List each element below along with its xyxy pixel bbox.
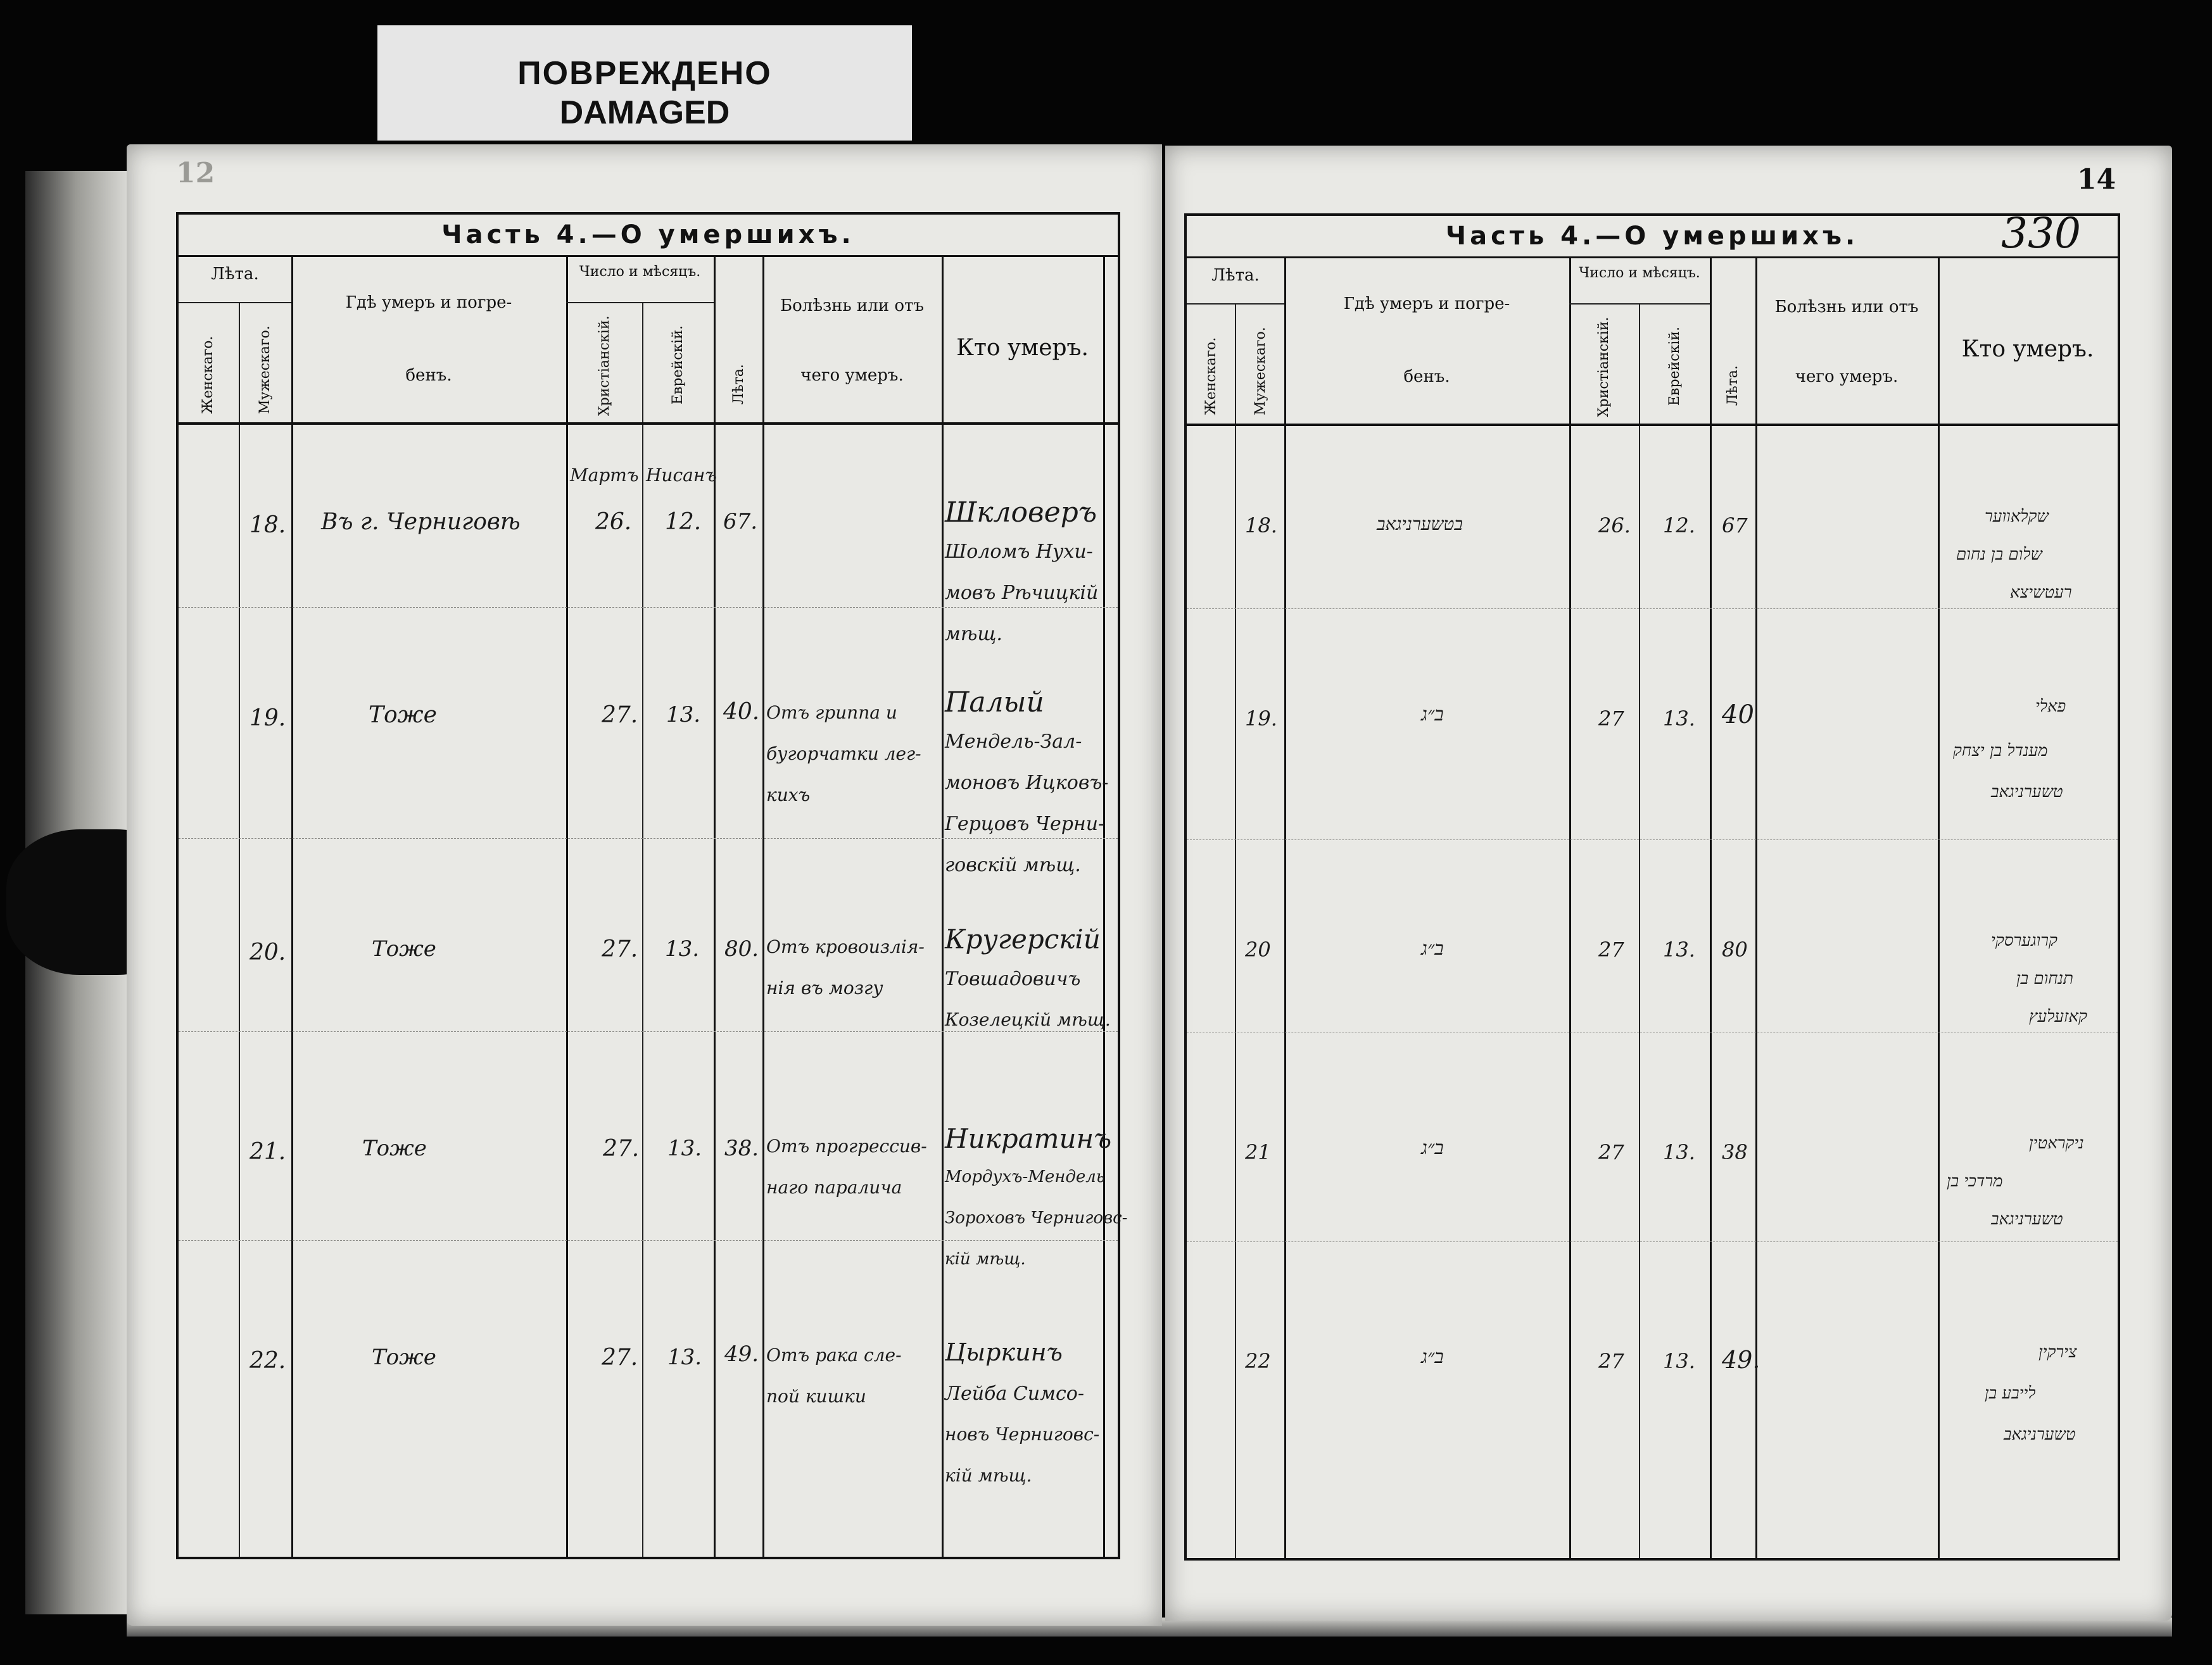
row-19-number: 19.: [250, 705, 286, 731]
row-20-number: 20: [1245, 938, 1271, 962]
row-22-day-jewish: 13.: [667, 1345, 702, 1370]
row-22-who-line3: טשערניגאב: [2004, 1425, 2076, 1444]
row-22-who-line2: Лейба Симсо-: [945, 1383, 1084, 1405]
header-cause-2: чего умеръ.: [800, 366, 904, 385]
row-19-age: 40.: [723, 699, 760, 725]
header-female: Женскаго.: [1203, 337, 1219, 415]
header-date: Число и мѣсяцъ.: [1579, 265, 1700, 281]
row-22-place: ב״ג: [1421, 1346, 1444, 1368]
row-18-who-line4: мѣщ.: [945, 623, 1002, 645]
row-21-cause-line1: Отъ прогрессив-: [766, 1136, 927, 1157]
header-jewish: Еврейскій.: [1667, 327, 1683, 406]
row-20-place: Тоже: [372, 936, 436, 962]
row-19-age: 40: [1722, 700, 1754, 729]
header-cause: Болѣзнь или отъ: [780, 296, 924, 315]
row-21-day-christian: 27.: [603, 1136, 640, 1162]
row-18-day-jewish: 12.: [665, 509, 702, 535]
header-where: Гдѣ умеръ и погре-: [1343, 294, 1510, 313]
row-22-day-jewish: 13.: [1663, 1349, 1695, 1373]
row-22-day-christian: 27: [1598, 1349, 1624, 1373]
row-18-who-surname: Шкловеръ: [945, 496, 1097, 529]
row-20-who-surname: Кругерскій: [945, 924, 1101, 955]
row-22-who-surname: Цыркинъ: [945, 1338, 1063, 1366]
row-21-day-christian: 27: [1598, 1140, 1624, 1164]
row-19-who-line3: טשערניגאב: [1991, 782, 2063, 801]
right-section-title: Часть 4.—О умершихъ.: [1187, 216, 2118, 258]
row-19-cause-line1: Отъ гриппа и: [766, 702, 897, 723]
stamp-line-english: DAMAGED: [559, 94, 730, 131]
right-page: [1165, 146, 2172, 1621]
header-who: Кто умеръ.: [956, 335, 1089, 361]
stamp-line-russian: ПОВРЕЖДЕНО: [517, 55, 772, 92]
row-21-place: Тоже: [362, 1136, 427, 1161]
row-20-age: 80: [1722, 938, 1748, 962]
row-21-number: 21.: [250, 1139, 286, 1165]
left-register-table: [176, 212, 1128, 1559]
row-21-age: 38.: [724, 1136, 759, 1161]
row-18-day-christian: 26.: [1598, 513, 1631, 537]
header-male: Мужескаго.: [1253, 327, 1268, 415]
row-21-who-line2: מרדכי בן: [1947, 1172, 2003, 1191]
row-19-number: 19.: [1245, 707, 1277, 731]
row-20-who-line2: Товшадовичъ: [945, 968, 1081, 990]
row-20-place: ב״ג: [1421, 938, 1444, 960]
row-18-number: 18.: [250, 512, 286, 538]
row-19-day-jewish: 13.: [1663, 707, 1695, 731]
row-20-number: 20.: [250, 939, 286, 965]
row-22-number: 22: [1245, 1349, 1271, 1373]
row-22-age: 49.: [724, 1341, 759, 1367]
row-20-cause-line2: нія въ мозгу: [766, 977, 883, 998]
row-20-day-christian: 27.: [602, 936, 638, 962]
row-19-place: Тоже: [369, 702, 437, 728]
row-19-who-line5: говскій мѣщ.: [945, 854, 1081, 876]
month-christian: Мартъ: [570, 465, 639, 486]
header-female: Женскаго.: [200, 336, 216, 414]
row-21-day-jewish: 13.: [667, 1136, 702, 1161]
row-19-day-christian: 27: [1598, 707, 1624, 731]
header-years: Лѣта.: [211, 265, 259, 284]
header-cause: Болѣзнь или отъ: [1774, 298, 1919, 317]
header-where: Гдѣ умеръ и погре-: [345, 293, 512, 312]
left-section-title: Часть 4.—О умершихъ.: [179, 215, 1118, 257]
row-18-place: Въ г. Черниговѣ: [321, 509, 521, 535]
row-21-who-line3: Зороховъ Черниговс-: [945, 1209, 1128, 1228]
row-22-place: Тоже: [372, 1345, 436, 1370]
damaged-stamp: [377, 25, 912, 141]
row-22-who-line2: לייבע בן: [1985, 1384, 2036, 1403]
row-21-cause-line2: наго паралича: [766, 1177, 902, 1198]
row-20-who-line1: קרוגערסקי: [1991, 931, 2057, 950]
row-18-age: 67.: [723, 509, 758, 534]
header-age: Лѣта.: [1725, 365, 1741, 406]
row-22-cause-line2: пой кишки: [766, 1386, 866, 1407]
row-19-who-line1: פאלי: [2035, 697, 2066, 716]
header-age: Лѣта.: [731, 364, 747, 405]
row-19-who-line2: מענדל בן יצחק: [1953, 741, 2048, 760]
month-jewish: Нисанъ: [646, 465, 717, 486]
row-19-who-line2: Мендель-Зал-: [945, 731, 1082, 753]
row-21-age: 38: [1722, 1140, 1748, 1164]
row-20-who-line2: תנחום בן: [2016, 969, 2073, 988]
row-19-day-christian: 27.: [602, 702, 638, 728]
row-21-who-line2: Мордухъ-Мендель: [945, 1167, 1105, 1186]
row-18-day-jewish: 12.: [1663, 513, 1695, 537]
row-20-who-line3: קאזעלעץ: [2029, 1007, 2087, 1026]
header-years: Лѣта.: [1211, 266, 1260, 285]
row-20-who-line3: Козелецкій мѣщ.: [945, 1009, 1111, 1030]
header-jewish: Еврейскій.: [670, 325, 686, 405]
header-where-2: бенъ.: [1403, 367, 1450, 386]
row-20-cause-line1: Отъ кровоизлія-: [766, 936, 925, 957]
header-christian: Христіанскій.: [597, 315, 612, 416]
header-christian: Христіанскій.: [1596, 317, 1612, 417]
row-20-day-christian: 27: [1598, 938, 1624, 962]
row-19-cause-line3: кихъ: [766, 784, 811, 805]
row-19-day-jewish: 13.: [666, 702, 701, 727]
row-19-who-surname: Палый: [945, 686, 1044, 719]
row-21-who-line3: טשערניגאב: [1991, 1210, 2063, 1229]
row-19-cause-line2: бугорчатки лег-: [766, 743, 921, 764]
row-22-number: 22.: [250, 1348, 286, 1374]
right-page-number: 14: [2077, 163, 2116, 196]
row-20-age: 80.: [724, 936, 759, 962]
archive-number: 330: [2001, 209, 2081, 258]
row-20-day-jewish: 13.: [1663, 938, 1695, 962]
row-18-number: 18.: [1245, 513, 1277, 537]
row-22-who-line4: кій мѣщ.: [945, 1465, 1032, 1486]
row-21-day-jewish: 13.: [1663, 1140, 1695, 1164]
row-18-who-line3: רעטשיצא: [2010, 583, 2072, 602]
header-male: Мужескаго.: [257, 325, 273, 414]
row-18-day-christian: 26.: [595, 509, 632, 535]
row-22-age: 49.: [1722, 1346, 1760, 1374]
row-22-day-christian: 27.: [602, 1345, 638, 1371]
row-18-who-line2: שלום בן נחום: [1956, 545, 2042, 564]
row-20-day-jewish: 13.: [665, 936, 700, 962]
row-19-place: ב״ג: [1421, 703, 1444, 726]
row-18-who-line1: שקלאווער: [1985, 507, 2049, 526]
row-19-who-line4: Герцовъ Черни-: [945, 813, 1105, 835]
header-who: Кто умеръ.: [1961, 336, 2094, 362]
left-page: [127, 144, 1162, 1626]
row-18-who-line2: Шоломъ Нухи-: [945, 541, 1093, 563]
left-page-number: 12: [176, 157, 215, 189]
row-21-who-line1: ניקראטין: [2029, 1134, 2084, 1153]
row-19-who-line3: моновъ Ицковъ-: [945, 772, 1109, 794]
row-22-cause-line1: Отъ рака сле-: [766, 1345, 902, 1366]
row-18-place: בטשערניגאב: [1377, 513, 1463, 534]
header-where-2: бенъ.: [405, 366, 452, 385]
row-21-number: 21: [1245, 1140, 1271, 1164]
row-18-who-line3: мовъ Рѣчицкій: [945, 582, 1099, 604]
header-cause-2: чего умеръ.: [1795, 367, 1899, 386]
row-21-who-line4: кій мѣщ.: [945, 1250, 1026, 1269]
row-18-age: 67: [1722, 513, 1748, 537]
header-date: Число и мѣсяцъ.: [579, 264, 701, 280]
row-21-who-surname: Никратинъ: [945, 1123, 1112, 1154]
row-22-who-line3: новъ Черниговс-: [945, 1424, 1100, 1445]
row-22-who-line1: צירקין: [2038, 1343, 2077, 1362]
right-register-table: [1184, 213, 2120, 1561]
row-21-place: ב״ג: [1421, 1137, 1444, 1159]
